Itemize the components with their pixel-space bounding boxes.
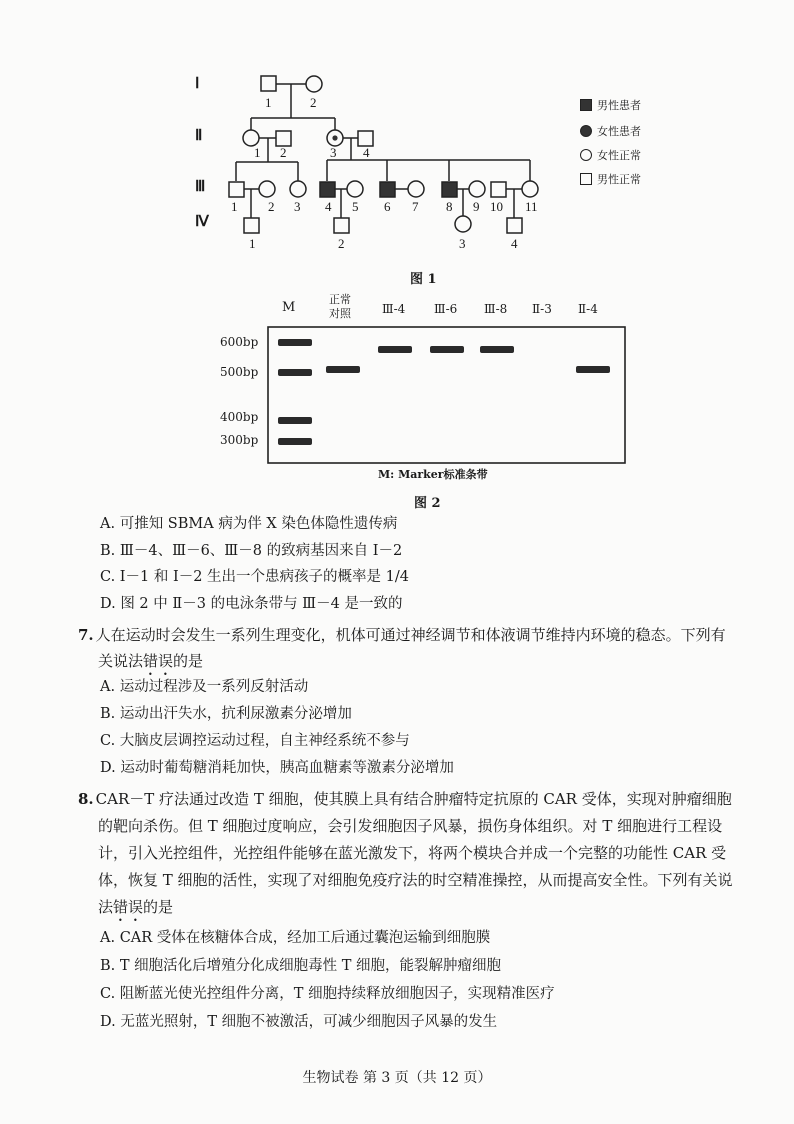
q6-option-a: A. 可推知 SBMA 病为伴 X 染色体隐性遗传病 <box>100 516 398 532</box>
band-control <box>326 366 360 373</box>
num-III-9: 9 <box>473 199 480 214</box>
num-IV-3: 3 <box>459 236 466 251</box>
figure-2-caption: 图 2 <box>414 496 441 511</box>
q7-option-c: C. 大脑皮层调控运动过程，自主神经系统不参与 <box>100 733 410 749</box>
band-M-400 <box>278 417 312 424</box>
q8-option-a: A. CAR 受体在核糖体合成，经加工后通过囊泡运输到细胞膜 <box>100 930 491 946</box>
marker-note: M: Marker标准条带 <box>378 468 488 481</box>
num-II-3: 3 <box>330 145 337 160</box>
q7-emphasis: 错误 <box>143 652 174 670</box>
gel-image <box>0 0 794 500</box>
band-M-600 <box>278 339 312 346</box>
band-III-6 <box>430 346 464 353</box>
size-label-500: 500bp <box>220 365 259 379</box>
num-III-4: 4 <box>325 199 332 214</box>
band-III-4 <box>378 346 412 353</box>
legend-normal-male: 男性正常 <box>580 170 641 188</box>
q8-option-d: D. 无蓝光照射，T 细胞不被激活，可减少细胞因子风暴的发生 <box>100 1014 498 1030</box>
num-IV-4: 4 <box>511 236 518 251</box>
figure-1-caption: 图 1 <box>410 272 437 287</box>
num-III-6: 6 <box>384 199 391 214</box>
q7-stem: 7. 人在运动时会发生一系列生理变化，机体可通过神经调节和体液调节维持内环境的稳态。下列有关说法错误的是 <box>78 626 726 670</box>
lane-label-II-4: Ⅱ-4 <box>578 302 598 316</box>
lane-label-control: 正常 对照 <box>329 293 351 320</box>
num-II-2: 2 <box>280 145 287 160</box>
num-III-1: 1 <box>231 199 238 214</box>
legend-affected-female: 女性患者 <box>580 122 641 140</box>
q8-number: 8. <box>78 790 94 808</box>
lane-label-III-8: Ⅲ-8 <box>484 302 508 316</box>
q7-number: 7. <box>78 626 94 644</box>
q8-option-c: C. 阻断蓝光使光控组件分离，T 细胞持续释放细胞因子，实现精准医疗 <box>100 986 555 1002</box>
num-III-3: 3 <box>294 199 301 214</box>
band-M-500 <box>278 369 312 376</box>
q8-stem: 8. CAR－T 疗法通过改造 T 细胞，使其膜上具有结合肿瘤特定抗原的 CAR 受体，实现对肿瘤细胞的靶向杀伤。但 T 细胞过度响应，会引发细胞因子风暴，损伤身体组织。对 T 细胞进行工程设计，引入光控组件，光控组件能够在蓝光激发下，将两个模块合并成一个完整的功能性 CAR 受体，恢复 T 细胞的活性，实现了对细胞免疫疗法的时空精准操控，从而提高安全性。下列有关说法错误的是 <box>78 790 733 916</box>
num-III-7: 7 <box>412 199 419 214</box>
generation-label-1: Ⅰ <box>195 76 200 92</box>
q6-option-c: C. Ⅰ－1 和 Ⅰ－2 生出一个患病孩子的概率是 1/4 <box>100 569 409 585</box>
q8-option-b: B. T 细胞活化后增殖分化成细胞毒性 T 细胞，能裂解肿瘤细胞 <box>100 958 502 974</box>
generation-label-3: Ⅲ <box>195 179 206 195</box>
num-IV-1: 1 <box>249 236 256 251</box>
num-II-4: 4 <box>363 145 370 160</box>
size-label-400: 400bp <box>220 410 259 424</box>
lane-label-M: M <box>282 300 296 315</box>
lane-label-III-6: Ⅲ-6 <box>434 302 458 316</box>
band-M-300 <box>278 438 312 445</box>
size-label-300: 300bp <box>220 433 259 447</box>
num-IV-2: 2 <box>338 236 345 251</box>
q7-option-d: D. 运动时葡萄糖消耗加快，胰高血糖素等激素分泌增加 <box>100 760 454 776</box>
generation-label-4: Ⅳ <box>195 214 209 230</box>
lane-label-III-4: Ⅲ-4 <box>382 302 406 316</box>
page-footer: 生物试卷 第 3 页（共 12 页） <box>302 1070 492 1086</box>
generation-label-2: Ⅱ <box>195 128 203 144</box>
lane-label-II-3: Ⅱ-3 <box>532 302 552 316</box>
q6-option-d: D. 图 2 中 Ⅱ－3 的电泳条带与 Ⅲ－4 是一致的 <box>100 596 403 612</box>
num-II-1: 1 <box>254 145 261 160</box>
legend-affected-male: 男性患者 <box>580 96 641 114</box>
num-I-2: 2 <box>310 95 317 110</box>
band-III-8 <box>480 346 514 353</box>
q8-emphasis: 错误 <box>113 898 144 916</box>
size-label-600: 600bp <box>220 335 259 349</box>
num-III-5: 5 <box>352 199 359 214</box>
legend-normal-female: 女性正常 <box>580 146 641 164</box>
band-II-4 <box>576 366 610 373</box>
num-III-2: 2 <box>268 199 275 214</box>
num-III-11: 11 <box>525 199 538 214</box>
num-I-1: 1 <box>265 95 272 110</box>
q7-option-b: B. 运动出汗失水，抗利尿激素分泌增加 <box>100 706 352 722</box>
num-III-10: 10 <box>490 199 503 214</box>
num-III-8: 8 <box>446 199 453 214</box>
q6-option-b: B. Ⅲ－4、Ⅲ－6、Ⅲ－8 的致病基因来自 Ⅰ－2 <box>100 543 403 559</box>
q7-option-a: A. 运动过程涉及一系列反射活动 <box>100 679 309 695</box>
